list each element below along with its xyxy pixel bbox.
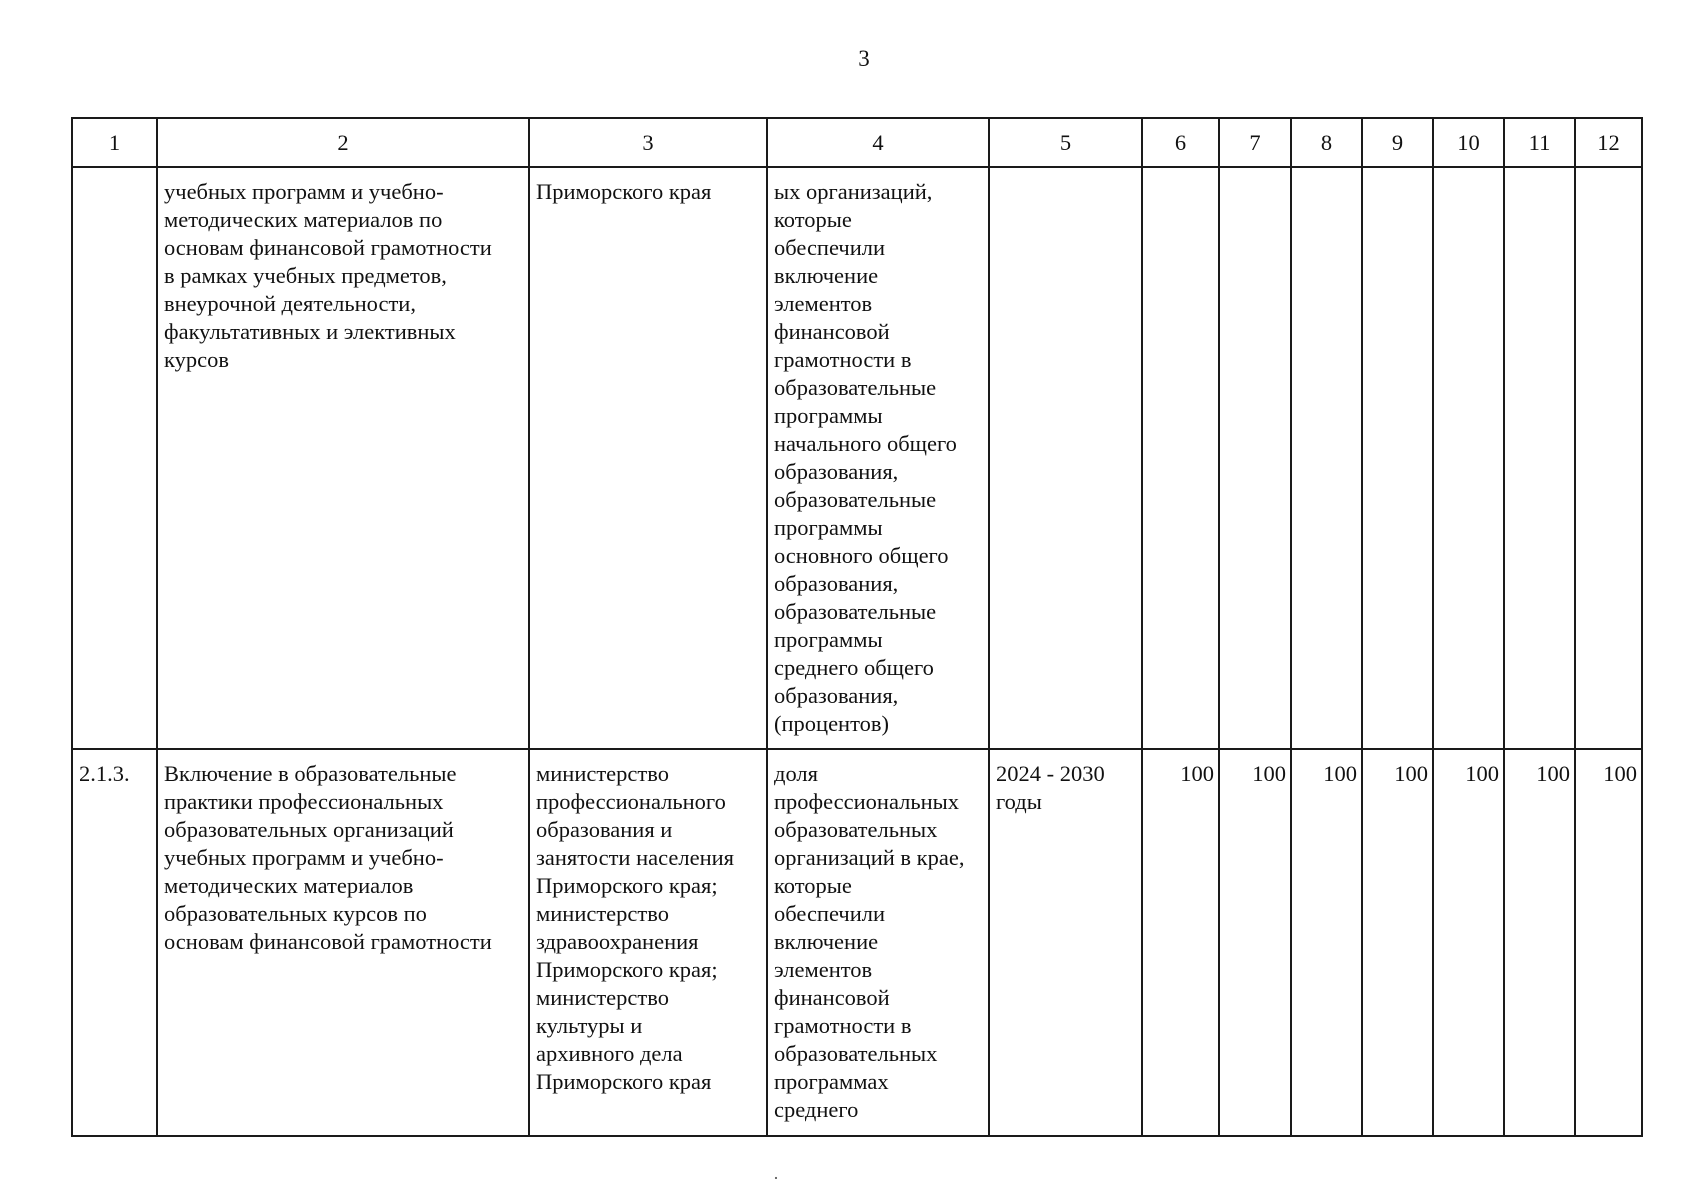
- header-row: [72, 118, 1642, 167]
- cell-number: 2.1.3.: [72, 749, 157, 1136]
- cell-period: 2024 - 2030 годы: [989, 749, 1142, 1136]
- cell-value: 100: [1433, 749, 1504, 1136]
- cell-value: [1291, 167, 1362, 749]
- cell-value: 100: [1504, 749, 1575, 1136]
- cell-responsible: министерство профессионального образования и занятости населения Приморского края; министерство здравоохранения Приморского края; министерство культуры и архивного дела Приморского края: [529, 749, 767, 1136]
- header-col-7: 7: [1219, 118, 1291, 167]
- cell-responsible: Приморского края: [529, 167, 767, 749]
- header-col-8: 8: [1291, 118, 1362, 167]
- cell-indicator: ых организаций, которые обеспечили включение элементов финансовой грамотности в образовательные программы начального общего образования, образовательные программы основного общего образования, образовательные программы среднего общего образования, (процентов): [767, 167, 989, 749]
- cell-value: 100: [1575, 749, 1642, 1136]
- cell-indicator: доля профессиональных образовательных организаций в крае, которые обеспечили включение элементов финансовой грамотности в образовательных программах среднего: [767, 749, 989, 1136]
- program-table: [71, 117, 1643, 1137]
- header-col-6: 6: [1142, 118, 1219, 167]
- header-col-4: 4: [767, 118, 989, 167]
- cell-number: [72, 167, 157, 749]
- header-col-10: 10: [1433, 118, 1504, 167]
- cell-value: [1575, 167, 1642, 749]
- cell-value: [1219, 167, 1291, 749]
- header-col-2: 2: [157, 118, 529, 167]
- header-col-11: 11: [1504, 118, 1575, 167]
- cell-period: [989, 167, 1142, 749]
- header-col-9: 9: [1362, 118, 1433, 167]
- cell-value: 100: [1219, 749, 1291, 1136]
- table-row: [72, 749, 1642, 1136]
- header-col-12: 12: [1575, 118, 1642, 167]
- cell-activity: Включение в образовательные практики профессиональных образовательных организаций учебных программ и учебно- методических материалов образовательных курсов по основам финансовой грамотности: [157, 749, 529, 1136]
- scan-speck: ·: [773, 1168, 779, 1188]
- cell-value: 100: [1362, 749, 1433, 1136]
- table-row: [72, 167, 1642, 749]
- cell-value: [1504, 167, 1575, 749]
- header-col-3: 3: [529, 118, 767, 167]
- cell-value: [1142, 167, 1219, 749]
- page-number: 3: [858, 46, 870, 71]
- header-col-5: 5: [989, 118, 1142, 167]
- cell-value: 100: [1291, 749, 1362, 1136]
- cell-value: [1362, 167, 1433, 749]
- cell-activity: учебных программ и учебно- методических материалов по основам финансовой грамотности в рамках учебных предметов, внеурочной деятельности, факультативных и элективных курсов: [157, 167, 529, 749]
- header-col-1: 1: [72, 118, 157, 167]
- cell-value: 100: [1142, 749, 1219, 1136]
- cell-value: [1433, 167, 1504, 749]
